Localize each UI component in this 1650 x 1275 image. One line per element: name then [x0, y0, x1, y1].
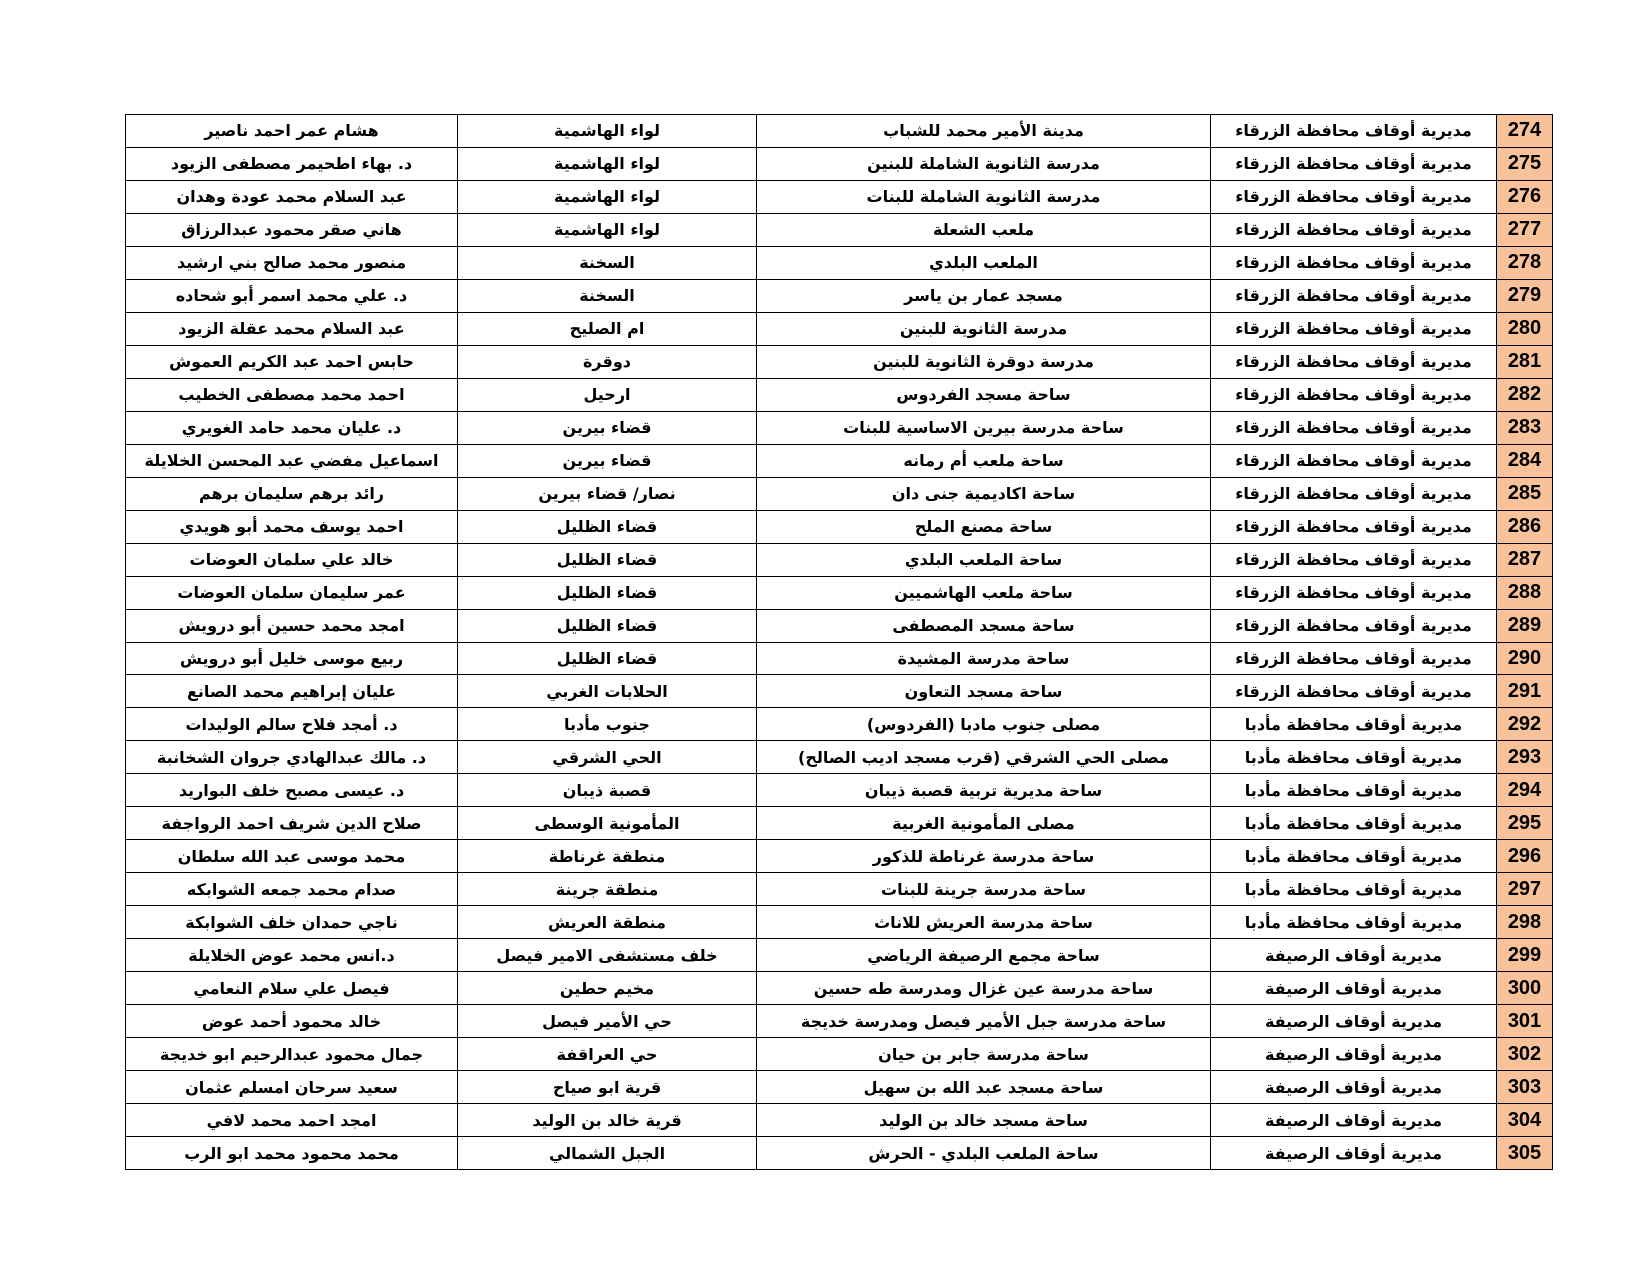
location-cell: مدينة الأمير محمد للشباب [757, 115, 1211, 148]
area-cell: قضاء الظليل [458, 576, 757, 609]
row-number-cell: 288 [1497, 576, 1553, 609]
person-name-cell: رائد برهم سليمان برهم [126, 477, 458, 510]
location-cell: ملعب الشعلة [757, 213, 1211, 246]
location-cell: ساحة مسجد خالد بن الوليد [757, 1104, 1211, 1137]
row-number-cell: 304 [1497, 1104, 1553, 1137]
table-row [126, 147, 1553, 180]
directorate-cell: مديرية أوقاف الرصيفة [1211, 1104, 1497, 1137]
area-cell: منطقة جرينة [458, 873, 757, 906]
area-cell: الحي الشرقي [458, 741, 757, 774]
area-cell: حي العراقفة [458, 1038, 757, 1071]
directorate-cell: مديرية أوقاف الرصيفة [1211, 1137, 1497, 1170]
location-cell: الملعب البلدي [757, 246, 1211, 279]
directorate-cell: مديرية أوقاف محافظة مأدبا [1211, 708, 1497, 741]
person-name-cell: د. أمجد فلاح سالم الوليدات [126, 708, 458, 741]
row-number-cell: 279 [1497, 279, 1553, 312]
directorate-cell: مديرية أوقاف محافظة الزرقاء [1211, 213, 1497, 246]
table-row [126, 576, 1553, 609]
area-cell: قضاء بيرين [458, 411, 757, 444]
row-number-cell: 290 [1497, 642, 1553, 675]
area-cell: قضاء الظليل [458, 609, 757, 642]
directorate-cell: مديرية أوقاف محافظة الزرقاء [1211, 609, 1497, 642]
row-number-cell: 298 [1497, 906, 1553, 939]
directorate-cell: مديرية أوقاف محافظة الزرقاء [1211, 378, 1497, 411]
directorate-cell: مديرية أوقاف محافظة الزرقاء [1211, 642, 1497, 675]
row-number-cell: 297 [1497, 873, 1553, 906]
area-cell: لواء الهاشمية [458, 115, 757, 148]
row-number-cell: 275 [1497, 147, 1553, 180]
row-number-cell: 281 [1497, 345, 1553, 378]
table-row [126, 246, 1553, 279]
area-cell: قرية خالد بن الوليد [458, 1104, 757, 1137]
directorate-cell: مديرية أوقاف محافظة الزرقاء [1211, 576, 1497, 609]
person-name-cell: صلاح الدين شريف احمد الرواجفة [126, 807, 458, 840]
table-row [126, 279, 1553, 312]
location-cell: ساحة مدرسة جرينة للبنات [757, 873, 1211, 906]
row-number-cell: 291 [1497, 675, 1553, 708]
row-number-cell: 285 [1497, 477, 1553, 510]
location-cell: ساحة مدرسة المشيدة [757, 642, 1211, 675]
person-name-cell: د. عيسى مصبح خلف البواريد [126, 774, 458, 807]
location-cell: ساحة مدرسة بيرين الاساسية للبنات [757, 411, 1211, 444]
person-name-cell: سعيد سرحان امسلم عثمان [126, 1071, 458, 1104]
area-cell: قرية ابو صياح [458, 1071, 757, 1104]
area-cell: ام الصليح [458, 312, 757, 345]
row-number-cell: 277 [1497, 213, 1553, 246]
location-cell: مدرسة الثانوية للبنين [757, 312, 1211, 345]
table-row [126, 444, 1553, 477]
location-cell: ساحة مديرية تربية قصبة ذيبان [757, 774, 1211, 807]
directorate-cell: مديرية أوقاف محافظة مأدبا [1211, 873, 1497, 906]
table-row [126, 477, 1553, 510]
directorate-cell: مديرية أوقاف محافظة الزرقاء [1211, 180, 1497, 213]
location-cell: ساحة مدرسة عين غزال ومدرسة طه حسين [757, 972, 1211, 1005]
location-cell: ساحة مسجد عبد الله بن سهيل [757, 1071, 1211, 1104]
person-name-cell: هاني صقر محمود عبدالرزاق [126, 213, 458, 246]
location-cell: ساحة مجمع الرصيفة الرياضي [757, 939, 1211, 972]
table-row [126, 873, 1553, 906]
person-name-cell: امجد احمد محمد لافي [126, 1104, 458, 1137]
directorate-cell: مديرية أوقاف محافظة مأدبا [1211, 774, 1497, 807]
area-cell: خلف مستشفى الامير فيصل [458, 939, 757, 972]
directorate-cell: مديرية أوقاف محافظة الزرقاء [1211, 477, 1497, 510]
person-name-cell: جمال محمود عبدالرحيم ابو خديجة [126, 1038, 458, 1071]
person-name-cell: ربيع موسى خليل أبو درويش [126, 642, 458, 675]
person-name-cell: عبد السلام محمد عودة وهدان [126, 180, 458, 213]
directorate-cell: مديرية أوقاف الرصيفة [1211, 939, 1497, 972]
table-row [126, 312, 1553, 345]
location-cell: مصلى جنوب مادبا (الفردوس) [757, 708, 1211, 741]
person-name-cell: حابس احمد عبد الكريم العموش [126, 345, 458, 378]
row-number-cell: 289 [1497, 609, 1553, 642]
directorate-cell: مديرية أوقاف محافظة مأدبا [1211, 840, 1497, 873]
location-cell: ساحة مسجد التعاون [757, 675, 1211, 708]
area-cell: السخنة [458, 279, 757, 312]
row-number-cell: 283 [1497, 411, 1553, 444]
location-cell: ساحة الملعب البلدي - الحرش [757, 1137, 1211, 1170]
area-cell: مخيم حطين [458, 972, 757, 1005]
person-name-cell: د. بهاء اطحيمر مصطفى الزيود [126, 147, 458, 180]
table-row [126, 510, 1553, 543]
table-row [126, 774, 1553, 807]
area-cell: دوقرة [458, 345, 757, 378]
table-row [126, 1071, 1553, 1104]
row-number-cell: 296 [1497, 840, 1553, 873]
row-number-cell: 280 [1497, 312, 1553, 345]
person-name-cell: عليان إبراهيم محمد الصانع [126, 675, 458, 708]
location-cell: ساحة مسجد الفردوس [757, 378, 1211, 411]
area-cell: نصار/ قضاء بيرين [458, 477, 757, 510]
area-cell: جنوب مأدبا [458, 708, 757, 741]
row-number-cell: 286 [1497, 510, 1553, 543]
area-cell: قضاء الظليل [458, 510, 757, 543]
prayer-locations-table [125, 114, 1553, 1170]
person-name-cell: فيصل علي سلام النعامي [126, 972, 458, 1005]
directorate-cell: مديرية أوقاف محافظة الزرقاء [1211, 411, 1497, 444]
location-cell: ساحة مدرسة جبل الأمير فيصل ومدرسة خديجة [757, 1005, 1211, 1038]
area-cell: حي الأمير فيصل [458, 1005, 757, 1038]
person-name-cell: احمد محمد مصطفى الخطيب [126, 378, 458, 411]
location-cell: مدرسة الثانوية الشاملة للبنين [757, 147, 1211, 180]
person-name-cell: د. عليان محمد حامد الغويري [126, 411, 458, 444]
row-number-cell: 278 [1497, 246, 1553, 279]
table-row [126, 543, 1553, 576]
row-number-cell: 293 [1497, 741, 1553, 774]
row-number-cell: 276 [1497, 180, 1553, 213]
row-number-cell: 305 [1497, 1137, 1553, 1170]
area-cell: ارحيل [458, 378, 757, 411]
row-number-cell: 292 [1497, 708, 1553, 741]
table-row [126, 741, 1553, 774]
table-row [126, 115, 1553, 148]
location-cell: مدرسة الثانوية الشاملة للبنات [757, 180, 1211, 213]
table-row [126, 378, 1553, 411]
table-row [126, 609, 1553, 642]
area-cell: قضاء بيرين [458, 444, 757, 477]
person-name-cell: ناجي حمدان خلف الشوابكة [126, 906, 458, 939]
person-name-cell: عمر سليمان سلمان العوضات [126, 576, 458, 609]
table-row [126, 411, 1553, 444]
directorate-cell: مديرية أوقاف محافظة الزرقاء [1211, 147, 1497, 180]
person-name-cell: منصور محمد صالح بني ارشيد [126, 246, 458, 279]
table-row [126, 675, 1553, 708]
location-cell: ساحة ملعب أم رمانه [757, 444, 1211, 477]
row-number-cell: 303 [1497, 1071, 1553, 1104]
row-number-cell: 284 [1497, 444, 1553, 477]
location-cell: ساحة مدرسة غرناطة للذكور [757, 840, 1211, 873]
person-name-cell: صدام محمد جمعه الشوابكه [126, 873, 458, 906]
row-number-cell: 300 [1497, 972, 1553, 1005]
person-name-cell: د. مالك عبدالهادي جروان الشخانبة [126, 741, 458, 774]
directorate-cell: مديرية أوقاف محافظة الزرقاء [1211, 345, 1497, 378]
row-number-cell: 287 [1497, 543, 1553, 576]
directorate-cell: مديرية أوقاف محافظة الزرقاء [1211, 675, 1497, 708]
area-cell: لواء الهاشمية [458, 147, 757, 180]
row-number-cell: 274 [1497, 115, 1553, 148]
person-name-cell: خالد علي سلمان العوضات [126, 543, 458, 576]
directorate-cell: مديرية أوقاف محافظة الزرقاء [1211, 279, 1497, 312]
row-number-cell: 295 [1497, 807, 1553, 840]
person-name-cell: محمد محمود محمد ابو الرب [126, 1137, 458, 1170]
table-row [126, 1005, 1553, 1038]
person-name-cell: د.انس محمد عوض الخلايلة [126, 939, 458, 972]
area-cell: الحلابات الغربي [458, 675, 757, 708]
table-body [126, 115, 1553, 1170]
row-number-cell: 299 [1497, 939, 1553, 972]
location-cell: ساحة مدرسة جابر بن حيان [757, 1038, 1211, 1071]
directorate-cell: مديرية أوقاف محافظة الزرقاء [1211, 510, 1497, 543]
area-cell: الجبل الشمالي [458, 1137, 757, 1170]
directorate-cell: مديرية أوقاف محافظة الزرقاء [1211, 246, 1497, 279]
area-cell: لواء الهاشمية [458, 180, 757, 213]
table-row [126, 807, 1553, 840]
row-number-cell: 282 [1497, 378, 1553, 411]
table-row [126, 972, 1553, 1005]
person-name-cell: احمد يوسف محمد أبو هويدي [126, 510, 458, 543]
row-number-cell: 301 [1497, 1005, 1553, 1038]
directorate-cell: مديرية أوقاف محافظة الزرقاء [1211, 543, 1497, 576]
directorate-cell: مديرية أوقاف الرصيفة [1211, 1005, 1497, 1038]
area-cell: قضاء الظليل [458, 642, 757, 675]
area-cell: قضاء الظليل [458, 543, 757, 576]
table-row [126, 1104, 1553, 1137]
area-cell: السخنة [458, 246, 757, 279]
person-name-cell: هشام عمر احمد ناصير [126, 115, 458, 148]
location-cell: ساحة مسجد المصطفى [757, 609, 1211, 642]
directorate-cell: مديرية أوقاف الرصيفة [1211, 1071, 1497, 1104]
table-row [126, 642, 1553, 675]
area-cell: منطقة العريش [458, 906, 757, 939]
directorate-cell: مديرية أوقاف محافظة الزرقاء [1211, 115, 1497, 148]
person-name-cell: محمد موسى عبد الله سلطان [126, 840, 458, 873]
location-cell: ساحة مصنع الملح [757, 510, 1211, 543]
location-cell: مسجد عمار بن ياسر [757, 279, 1211, 312]
table-row [126, 1137, 1553, 1170]
area-cell: منطقة غرناطة [458, 840, 757, 873]
location-cell: ساحة ملعب الهاشميين [757, 576, 1211, 609]
directorate-cell: مديرية أوقاف محافظة مأدبا [1211, 741, 1497, 774]
table-row [126, 213, 1553, 246]
directorate-cell: مديرية أوقاف الرصيفة [1211, 972, 1497, 1005]
directorate-cell: مديرية أوقاف محافظة مأدبا [1211, 807, 1497, 840]
table-row [126, 1038, 1553, 1071]
person-name-cell: د. علي محمد اسمر أبو شحاده [126, 279, 458, 312]
location-cell: مدرسة دوقرة الثانوية للبنين [757, 345, 1211, 378]
person-name-cell: اسماعيل مفضي عبد المحسن الخلايلة [126, 444, 458, 477]
table-row [126, 939, 1553, 972]
location-cell: مصلى المأمونية الغربية [757, 807, 1211, 840]
directorate-cell: مديرية أوقاف الرصيفة [1211, 1038, 1497, 1071]
table-row [126, 708, 1553, 741]
location-cell: ساحة الملعب البلدي [757, 543, 1211, 576]
person-name-cell: عبد السلام محمد عقلة الزيود [126, 312, 458, 345]
table-row [126, 180, 1553, 213]
directorate-cell: مديرية أوقاف محافظة الزرقاء [1211, 444, 1497, 477]
table-row [126, 906, 1553, 939]
person-name-cell: خالد محمود أحمد عوض [126, 1005, 458, 1038]
table-row [126, 345, 1553, 378]
location-cell: ساحة مدرسة العريش للاناث [757, 906, 1211, 939]
row-number-cell: 294 [1497, 774, 1553, 807]
area-cell: قصبة ذيبان [458, 774, 757, 807]
directorate-cell: مديرية أوقاف محافظة الزرقاء [1211, 312, 1497, 345]
location-cell: مصلى الحي الشرقي (قرب مسجد اديب الصالح) [757, 741, 1211, 774]
directorate-cell: مديرية أوقاف محافظة مأدبا [1211, 906, 1497, 939]
table-row [126, 840, 1553, 873]
area-cell: لواء الهاشمية [458, 213, 757, 246]
person-name-cell: امجد محمد حسين أبو درويش [126, 609, 458, 642]
area-cell: المأمونية الوسطى [458, 807, 757, 840]
location-cell: ساحة اكاديمية جنى دان [757, 477, 1211, 510]
row-number-cell: 302 [1497, 1038, 1553, 1071]
